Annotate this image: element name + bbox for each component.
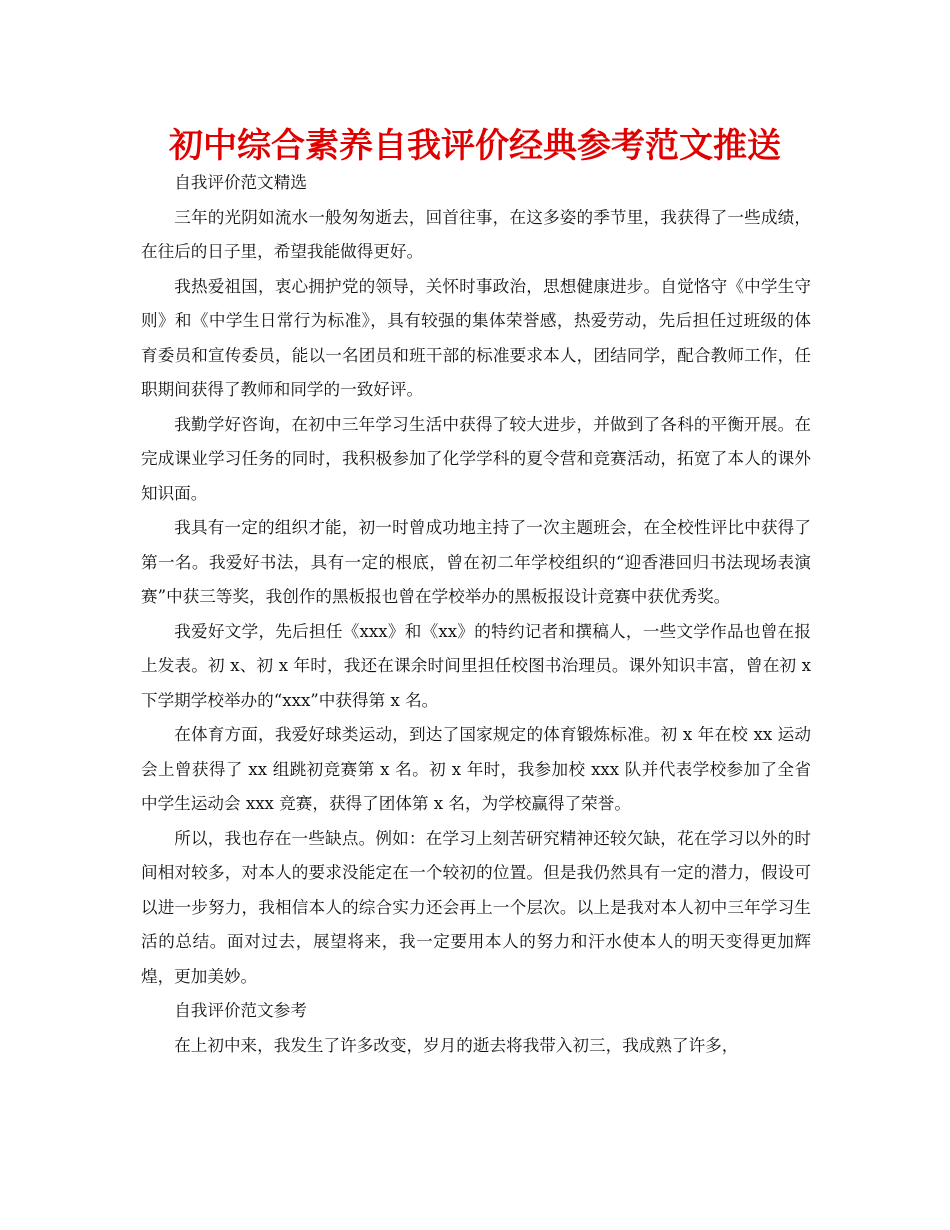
paragraph: 我爱好文学，先后担任《xxx》和《xx》的特约记者和撰稿人，一些文学作品也曾在报上发表。初 x、初 x 年时，我还在课余时间里担任校图书治理员。课外知识丰富，曾在初 x 下学期学校举办的“xxx”中获得第 x 名。 <box>141 621 811 710</box>
document-title: 初中综合素养自我评价经典参考范文推送 <box>169 126 781 166</box>
paragraph: 所以，我也存在一些缺点。例如：在学习上刻苦研究精神还较欠缺，花在学习以外的时间相对较多，对本人的要求没能定在一个较初的位置。但是我仍然具有一定的潜力，假设可以进一步努力，我相信本人的综合实力还会再上一个层次。以上是我对本人初中三年学习生活的总结。面对过去，展望将来，我一定要用本人的努力和汗水使本人的明天变得更加辉煌，更加美妙。 <box>141 828 811 986</box>
paragraph: 我热爱祖国，衷心拥护党的领导，关怀时事政治，思想健康进步。自觉恪守《中学生守则》和《中学生日常行为标准》，具有较强的集体荣誉感，热爱劳动，先后担任过班级的体育委员和宣传委员，能以一名团员和班干部的标准要求本人，团结同学，配合教师工作，任职期间获得了教师和同学的一致好评。 <box>141 276 811 399</box>
paragraph: 三年的光阴如流水一般匆匆逝去，回首往事，在这多姿的季节里，我获得了一些成绩，在往后的日子里，希望我能做得更好。 <box>141 207 811 261</box>
paragraph: 在上初中来，我发生了许多改变，岁月的逝去将我带入初三，我成熟了许多， <box>174 1035 739 1055</box>
paragraph: 我具有一定的组织才能，初一时曾成功地主持了一次主题班会，在全校性评比中获得了第一名。我爱好书法，具有一定的根底，曾在初二年学校组织的“迎香港回归书法现场表演赛”中获三等奖，我创作的黑板报也曾在学校举办的黑板报设计竞赛中获优秀奖。 <box>141 518 811 606</box>
paragraph: 我勤学好咨询，在初中三年学习生活中获得了较大进步，并做到了各科的平衡开展。在完成课业学习任务的同时，我积极参加了化学学科的夏令营和竞赛活动，拓宽了本人的课外知识面。 <box>141 414 811 503</box>
paragraph: 在体育方面，我爱好球类运动，到达了国家规定的体育锻炼标准。初 x 年在校 xx 运动会上曾获得了 xx 组跳初竞赛第 x 名。初 x 年时，我参加校 xxx 队并代表学校参加了全省中学生运动会 xxx 竞赛，获得了团体第 x 名，为学校赢得了荣誉。 <box>141 725 811 813</box>
section-heading: 自我评价范文精选 <box>174 173 307 192</box>
section-heading: 自我评价范文参考 <box>174 1001 307 1020</box>
document-body <box>141 166 811 1063</box>
